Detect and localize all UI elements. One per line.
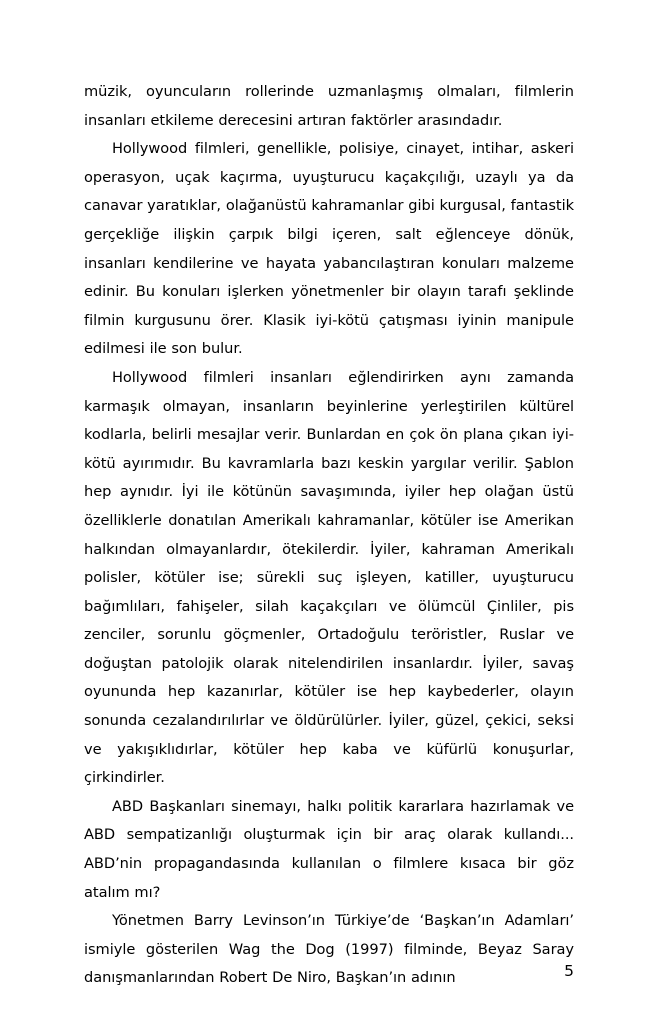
paragraph: müzik, oyuncuların rollerinde uzmanlaşmış olmaları, filmlerin insanları etkileme derecesini artıran faktörler arasındadır. bbox=[84, 83, 574, 129]
page-number: 5 bbox=[564, 962, 574, 980]
paragraph: ABD Başkanları sinemayı, halkı politik kararlara hazırlamak ve ABD sempatizanlığı oluşturmak için bir araç olarak kullandı... ABD’nin propagandasında kullanılan o filmlere kısaca bir göz atalım mı? bbox=[84, 797, 574, 901]
paragraph: Hollywood filmleri insanları eğlendirirken aynı zamanda karmaşık olmayan, insanların beyinlerine yerleştirilen kültürel kodlarla, belirli mesajlar verir. Bunlardan en çok ön plana çıkan iyi-kötü ayırımıdır. Bu kavramlarla bazı keskin yargılar verilir. Şablon hep aynıdır. İyi ile kötünün savaşımında, iyiler hep olağan üstü özelliklerle donatılan Amerikalı kahramanlar, kötüler ise Amerikan halkından olmayanlardır, ötekilerdir. İyiler, kahraman Amerikalı polisler, kötüler ise; sürekli suç işleyen, katiller, uyuşturucu bağımlıları, fahişeler, silah kaçakçıları ve ölümcül Çinliler, pis zenciler, sorunlu göçmenler, Ortadoğulu teröristler, Ruslar ve doğuştan patolojik olarak nitelendirilen insanlardır. İyiler, savaş oyununda hep kazanırlar, kötüler ise hep kaybederler, olayın sonunda cezalandırılırlar ve öldürülürler. İyiler, güzel, çekici, seksi ve yakışıklıdırlar, kötüler hep kaba ve küfürlü konuşurlar, çirkindirler. bbox=[84, 368, 574, 787]
paragraph: Yönetmen Barry Levinson’ın Türkiye’de ‘Başkan’ın Adamları’ ismiyle gösterilen Wag the Dog (1997) filminde, Beyaz Saray danışmanlarından Robert De Niro, Başkan’ın adının bbox=[84, 912, 574, 987]
page-body bbox=[84, 78, 574, 993]
paragraph: Hollywood filmleri, genellikle, polisiye, cinayet, intihar, askeri operasyon, uçak kaçırma, uyuşturucu kaçakçılığı, uzaylı ya da canavar yaratıklar, olağanüstü kahramanlar gibi kurgusal, fantastik gerçekliğe ilişkin çarpık bilgi içeren, salt eğlenceye dönük, insanları kendilerine ve hayata yabancılaştıran konuları malzeme edinir. Bu konuları işlerken yönetmenler bir olayın tarafı şeklinde filmin kurgusunu örer. Klasik iyi-kötü çatışması iyinin manipule edilmesi ile son bulur. bbox=[84, 140, 574, 358]
